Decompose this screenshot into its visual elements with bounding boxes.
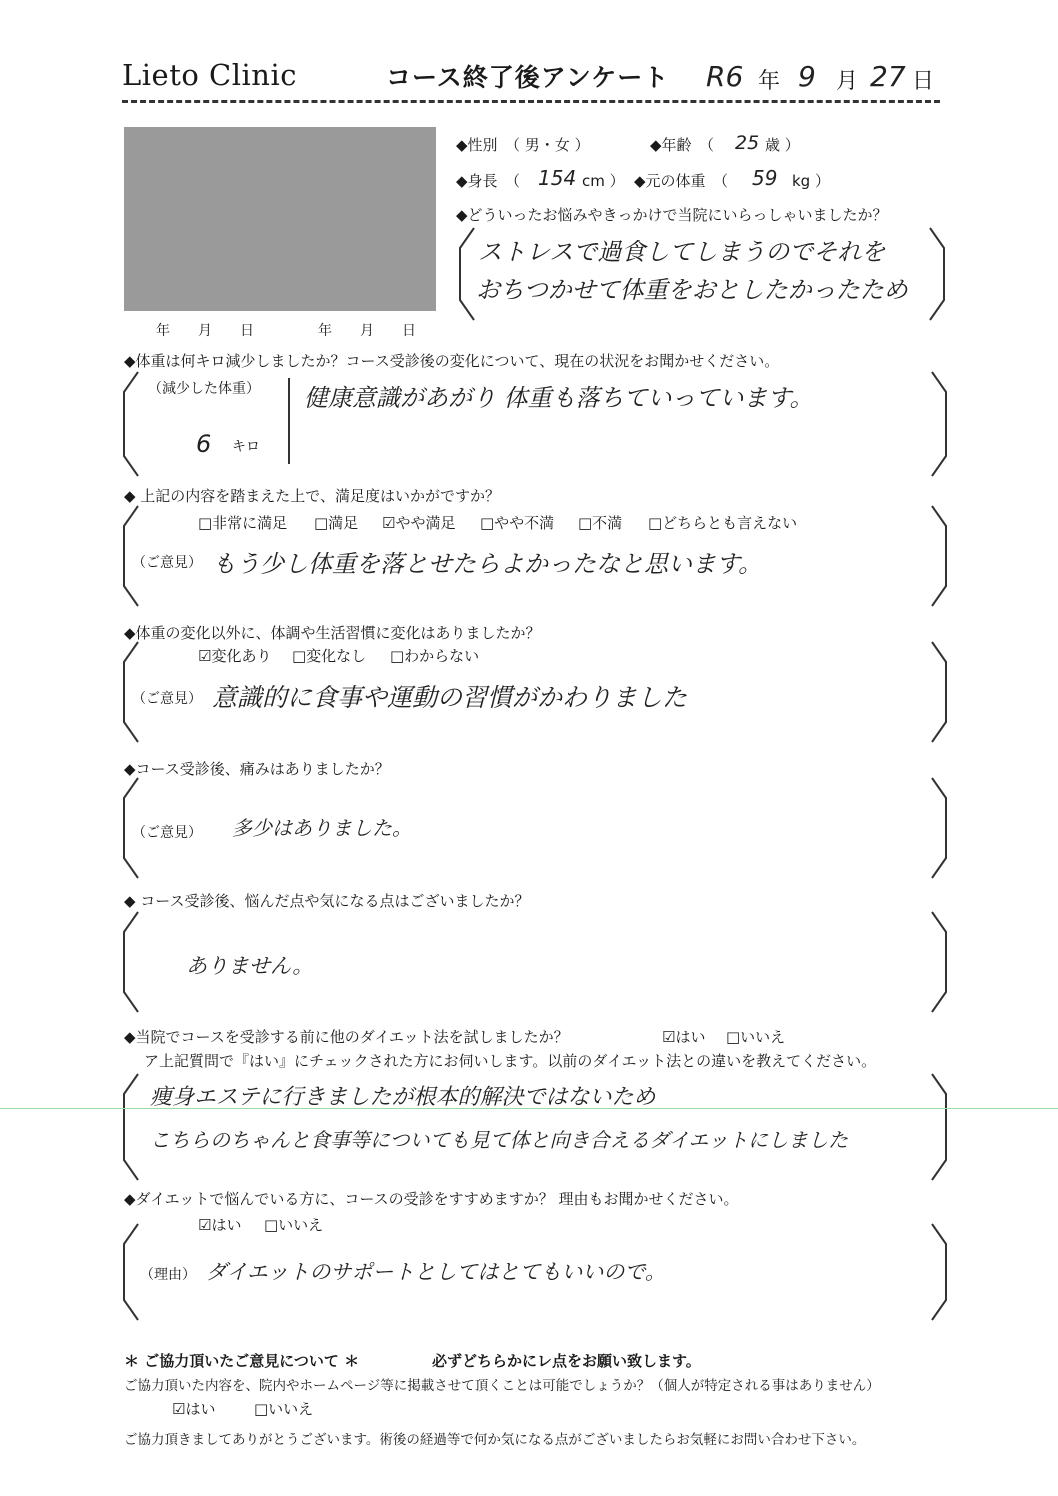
- footer-instruction: 必ずどちらかにレ点をお願い致します。: [432, 1352, 701, 1370]
- concern-bracket-right: [928, 226, 948, 322]
- q7-option-yes[interactable]: ☑はい: [198, 1216, 242, 1234]
- q2-label: （ご意見）: [132, 555, 202, 571]
- q6-answer-line2: こちらのちゃんと食事等についても見て体と向き合えるダイエットにしました: [150, 1128, 848, 1152]
- q1-bracket-right: [930, 370, 950, 478]
- q5-answer: ありません。: [186, 954, 314, 978]
- date-year-suffix: 年: [758, 69, 781, 94]
- survey-title: コース終了後アンケート: [386, 63, 670, 92]
- q6-bracket-left: [120, 1072, 140, 1182]
- q5-bracket-right: [930, 910, 950, 1014]
- photo-date-left: 年 月 日: [156, 323, 254, 339]
- footer-question: ご協力頂いた内容を、院内やホームページ等に掲載させて頂くことは可能でしょうか？（個人が特定される事はありません）: [124, 1378, 880, 1394]
- footer-option-yes[interactable]: ☑はい: [172, 1400, 216, 1418]
- date-day: 27: [870, 60, 906, 93]
- q4-question: ◆コース受診後、痛みはありましたか？: [124, 760, 390, 778]
- q7-question: ◆ダイエットで悩んでいる方に、コースの受診をすすめますか？ 理由もお聞かせください。: [124, 1190, 739, 1208]
- weight-suffix: kg ）: [792, 172, 830, 190]
- date-month-suffix: 月: [836, 69, 859, 94]
- photo-date-right: 年 月 日: [318, 323, 416, 339]
- q5-question: ◆ コース受診後、悩んだ点や気になる点はございましたか？: [124, 892, 530, 910]
- q1-kg-value: 6: [196, 430, 212, 458]
- q3-option-unknown[interactable]: □わからない: [390, 647, 480, 665]
- q6-answer-line1: 痩身エステに行きましたが根本的解決ではないため: [150, 1085, 656, 1110]
- date-day-suffix: 日: [912, 69, 935, 94]
- q2-option-neither[interactable]: □どちらとも言えない: [648, 514, 798, 532]
- q7-bracket-left: [120, 1222, 140, 1322]
- height-label: ◆身長 （: [456, 172, 521, 190]
- concern-answer-line1: ストレスで過食してしまうのでそれを: [478, 238, 886, 266]
- q3-option-no-change[interactable]: □変化なし: [292, 647, 367, 665]
- date-month: 9: [798, 60, 816, 93]
- q7-label: （理由）: [140, 1267, 196, 1283]
- clinic-logo: Lieto Clinic: [122, 58, 297, 92]
- weight-value: 59: [752, 166, 778, 190]
- q7-option-no[interactable]: □いいえ: [264, 1216, 324, 1234]
- age-label: ◆年齢 （: [650, 136, 715, 154]
- q6-bracket-right: [930, 1072, 950, 1182]
- q1-divider: [288, 378, 290, 464]
- q3-answer: 意識的に食事や運動の習慣がかわりました: [212, 683, 688, 712]
- q3-option-changed[interactable]: ☑変化あり: [198, 647, 272, 665]
- footer-heading: ＊ ご協力頂いたご意見について ＊: [124, 1352, 360, 1370]
- q6-option-no[interactable]: □いいえ: [726, 1028, 786, 1046]
- q2-question: ◆ 上記の内容を踏まえた上で、満足度はいかがですか？: [124, 487, 501, 505]
- q2-option-somewhat-satisfied[interactable]: ☑やや満足: [382, 514, 456, 532]
- q1-kg-unit: キロ: [232, 439, 260, 455]
- q4-answer: 多少はありました。: [232, 816, 412, 840]
- age-suffix: 歳 ）: [765, 136, 800, 154]
- concern-answer-line2: おちつかせて体重をおとしたかったため: [476, 276, 908, 304]
- concern-bracket-left: [456, 226, 476, 322]
- q3-bracket-right: [930, 640, 950, 744]
- q3-label: （ご意見）: [132, 691, 202, 707]
- q2-option-dissatisfied[interactable]: □不満: [578, 514, 623, 532]
- q4-bracket-right: [930, 776, 950, 880]
- q5-bracket-left: [120, 910, 140, 1014]
- q6-question: ◆当院でコースを受診する前に他のダイエット法を試しましたか？: [124, 1028, 569, 1046]
- q2-option-satisfied[interactable]: □満足: [314, 514, 359, 532]
- concern-question: ◆どういったお悩みやきっかけで当院にいらっしゃいましたか？: [456, 206, 888, 224]
- footer-thanks: ご協力頂きましてありがとうございます。術後の経過等で何か気になる点がございましたらお気軽にお問い合わせ下さい。: [124, 1432, 866, 1448]
- footer-option-no[interactable]: □いいえ: [254, 1400, 314, 1418]
- q7-bracket-right: [930, 1222, 950, 1322]
- q4-label: （ご意見）: [132, 825, 202, 841]
- height-suffix: cm ）: [582, 172, 625, 190]
- q1-question: ◆体重は何キロ減少しましたか？コース受診後の変化について、現在の状況をお聞かせください。: [124, 352, 780, 370]
- q7-answer: ダイエットのサポートとしてはとてもいいので。: [206, 1260, 666, 1284]
- height-value: 154: [538, 166, 577, 190]
- photo-placeholder: [124, 127, 436, 311]
- date-era: R6: [706, 60, 744, 93]
- q3-question: ◆体重の変化以外に、体調や生活習慣に変化はありましたか？: [124, 624, 541, 642]
- q1-answer: 健康意識があがり 体重も落ちていっています。: [304, 384, 814, 412]
- q6-option-yes[interactable]: ☑はい: [662, 1028, 706, 1046]
- q6-subquestion: ア上記質問で『はい』にチェックされた方にお伺いします。以前のダイエット法との違いを教えてください。: [144, 1052, 877, 1070]
- q2-bracket-right: [930, 504, 950, 608]
- q1-label: （減少した体重）: [148, 381, 260, 397]
- q2-option-very-satisfied[interactable]: □非常に満足: [198, 514, 288, 532]
- header-divider: [122, 100, 940, 103]
- q2-option-somewhat-dissatisfied[interactable]: □やや不満: [480, 514, 555, 532]
- weight-label: ◆元の体重 （: [634, 172, 729, 190]
- q1-bracket-left: [120, 370, 140, 478]
- q2-answer: もう少し体重を落とせたらよかったなと思います。: [212, 550, 763, 578]
- gender-field: ◆性別 （ 男・女 ）: [456, 136, 590, 154]
- age-value: 25: [735, 132, 760, 154]
